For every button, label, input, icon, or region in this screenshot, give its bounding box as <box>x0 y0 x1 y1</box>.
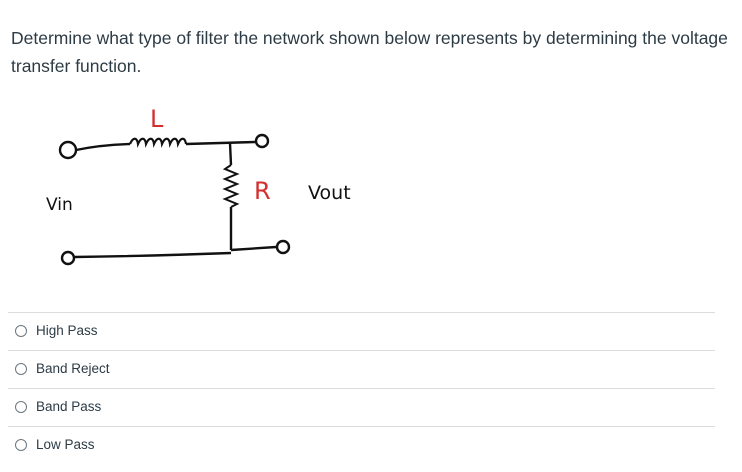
input-top-wire <box>76 144 130 150</box>
output-top-terminal <box>256 135 268 147</box>
output-voltage-label: Vout <box>308 182 351 204</box>
output-bottom-terminal <box>277 241 289 253</box>
answer-label: Band Reject <box>36 361 110 376</box>
resistor-zigzag <box>225 165 237 207</box>
input-bottom-terminal <box>62 252 74 264</box>
answer-option-high-pass[interactable] <box>8 312 715 350</box>
answer-label: Low Pass <box>36 437 95 452</box>
radio-button[interactable] <box>15 439 27 451</box>
circuit-diagram <box>0 95 742 275</box>
resistor-label: R <box>254 177 271 205</box>
answer-label: Band Pass <box>36 399 102 414</box>
radio-button[interactable] <box>15 401 27 413</box>
answer-label: High Pass <box>36 323 98 338</box>
input-voltage-label: Vin <box>46 195 73 215</box>
resistor-top-wire <box>230 143 231 165</box>
answer-option-band-pass[interactable] <box>8 388 715 426</box>
answer-options <box>0 312 742 464</box>
top-rail-wire <box>186 142 255 144</box>
answer-option-band-reject[interactable] <box>8 350 715 388</box>
radio-button[interactable] <box>15 325 27 337</box>
output-bottom-wire <box>231 247 276 250</box>
answer-option-low-pass[interactable] <box>8 426 715 464</box>
radio-button[interactable] <box>15 363 27 375</box>
question-text: Determine what type of filter the network shown below represents by determining the voltage transfer function. <box>11 28 728 76</box>
inductor-coil <box>130 139 186 144</box>
circuit-svg <box>0 95 742 275</box>
inductor-label: L <box>150 105 164 133</box>
input-top-terminal <box>60 142 76 158</box>
bottom-rail-wire <box>74 253 231 257</box>
